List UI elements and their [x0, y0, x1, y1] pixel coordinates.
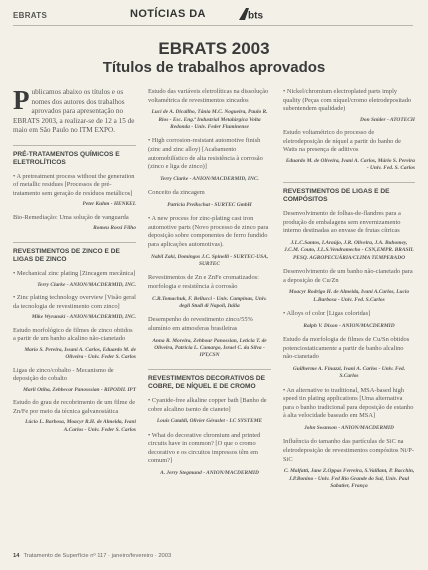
- paper-authors: C.R.Tomachuk, F. Bellucci - Univ. Campinas, Univ. degli Studi di Napoli, Itália: [152, 295, 267, 309]
- paper-authors: Guilherme A. Finazzi, Ivani A. Carlos - Univ. Fed. S.Carlos: [292, 365, 406, 380]
- column-3: [283, 88, 415, 496]
- page-footer: [13, 553, 313, 559]
- page-subtitle: Títulos de trabalhos aprovados: [102, 59, 326, 76]
- paper-authors: Don Snider - ATOTECH: [360, 116, 415, 123]
- paper-authors: Ralph V. Dixon - ANION/MACDERMID: [303, 322, 395, 329]
- paper-title: • A pretreatment process without the generation of metallic residues [Processos de pré-tratamento sem geração de resíduos metálicos]: [13, 172, 135, 197]
- paper-authors: Eduardo M. de Oliveira, Ivani A. Carlos, Mário S. Pereira - Univ. Fed. S. Carlos: [285, 157, 415, 172]
- paper-authors: A. Jerry Stegmund - ANION/MACDERMID: [160, 469, 259, 476]
- page-number: 14: [13, 553, 20, 559]
- paper-title: Ligas de zinco/cobalto - Mecanismo de deposição do cobalto: [13, 366, 114, 383]
- section-heading: PRÉ-TRATAMENTOS QUÍMICOS E ELETROLÍTICOS: [13, 145, 136, 168]
- paper-title: Influência do tamanho das partículas de SiC na eletrodeposição de revestimentos compósitos Ni/P-SiC: [283, 438, 414, 463]
- paper-title: • Alloys of color [Ligas coloridas]: [283, 309, 371, 317]
- abts-logo-icon: [239, 8, 273, 20]
- paper-authors: Marli Otiha, Zebbecar Panosssian - RIPODIL IPT: [23, 386, 136, 393]
- paper-authors: Nabil Zaki, Domingos J.C. Spinelli - SURTEC-USA, SURTEC: [150, 253, 269, 267]
- paper-title: Conceito da zincagem: [148, 189, 205, 197]
- section-heading: REVESTIMENTOS DECORATIVOS DE COBRE, DE NÍQUEL E DE CROMO: [148, 369, 271, 392]
- intro-text: ublicamos abaixo os títulos e os nomes dos autores dos trabalhos aprovados para apresentação no EBRATS 2003, a realizar-se de 12 a 15 de maio em São Paulo no ITM EXPO.: [13, 88, 135, 134]
- paper-title: Estudo da morfologia de filmes de Cu/Sn obtidos potenciostaticamente a partir de banho alcalino não-cianetado: [283, 335, 410, 361]
- paper-title: • Cyanide-free alkaline copper bath [Banho de cobre alcalino isento de cianeto]: [148, 396, 267, 413]
- paper-title: Estudo voltamétrico do processo de eletrodeposição de níquel a partir do banho de Watts na presença de aditivos: [283, 129, 402, 154]
- paper-authors: Romeu Rossi Filho: [93, 225, 136, 232]
- svg-text:bts: bts: [248, 10, 263, 20]
- paper-title: Bio-Remediação: Uma solução de vanguarda: [13, 213, 129, 221]
- paper-authors: Louis Cataldi, Olivier Géraslet - LC SYSTEME: [156, 418, 263, 425]
- paper-authors: Terry Clarke - ANION/MACDERMID, INC.: [37, 281, 136, 288]
- paper-authors: Anna R. Moreira, Zehbour Panossian, Leticia T. de Oliveira, Patricia L. Camargo, Israel C. da Silva - IPT,CSN: [152, 337, 267, 359]
- paper-title: Estudo morfológico de filmes de zinco obtidos a partir de um banho alcalino não-cianetado: [13, 326, 133, 343]
- paper-title: • An alternative to traditional, MSA-based high speed tin plating applications [Uma alternativa para o banho tradicional para deposição de estanho à alta velocidade baseado em MSA]: [283, 386, 414, 420]
- paper-title: Estudo do grau de recobrimento de um filme de Zn/Fe por meio da técnica galvanostática: [13, 399, 136, 415]
- column-1: [13, 85, 136, 439]
- paper-title: Estudo das variáveis eletrolíticas na dissolução voltamétrica de revestimentos zincados: [148, 88, 269, 104]
- paper-authors: Patricia Preikschat - SURTEC GmbH: [167, 201, 252, 208]
- paper-title: • What do decorative chromium and printed circuits have in common? [O que o cromo decorativo e os circuitos impressos têm em comum?]: [148, 431, 261, 465]
- page-title: EBRATS 2003: [158, 39, 270, 58]
- paper-title: Desempenho do revestimento zinco/55% alumínio em atmosferas brasileiras: [148, 316, 253, 332]
- footer-text: Tratamento de Superfície nº 117 · janeiro/fevereiro · 2003: [23, 553, 172, 559]
- section-label: EBRATS: [13, 11, 48, 20]
- paper-authors: Terry Clarke - ANION/MACDERMID, INC.: [160, 175, 259, 182]
- paper-authors: John Swanson - ANION/MACDERMID: [304, 424, 394, 431]
- paper-title: Desenvolvimento de um banho não-cianetado para a deposição de Cu/Zn: [283, 267, 413, 284]
- intro-paragraph: [13, 85, 136, 136]
- column-2: [148, 88, 271, 483]
- paper-authors: Moacyr Rodrigo H. de Almeida, Ivani A.Carlos, Lucio L.Barbosa - Univ. Fed. S.Carlos: [288, 289, 410, 303]
- section-heading: REVESTIMENTOS DE LIGAS E DE COMPÓSITOS: [283, 182, 415, 205]
- paper-authors: C. Malfatti, Jane Z.Oppas Ferreira, S.Vaillant, P. Bacchin, J.P.Bonino - Univ. Fed Rio Grande do Sul, Univ. Paul Sabatier, França: [283, 468, 415, 489]
- paper-authors: Lúcio L. Barbosa, Moacyr R.H. de Almeida, Ivani A.Carlos - Univ. Feder S. Carlos: [25, 419, 136, 433]
- paper-authors: Luci de A. Dicallho, Tânia M.C. Nogueira, Paulo R. Rios - Esc. Eng.ª Industrial Metalúrgica Volta Redonda - Univ. Feder Fluminense: [151, 109, 268, 130]
- paper-title: Desenvolvimento de folhas-de-flandres para a produção de embalagens sem envernizamento interno destinadas ao envase de frutas cítricas: [283, 209, 401, 235]
- paper-title: • Mechanical zinc plating [Zincagem mecânica]: [13, 270, 136, 278]
- paper-authors: Mike Wyranski - ANION/MACDERMID, INC.: [31, 314, 136, 321]
- header-rule: [13, 25, 413, 26]
- top-header: [0, 0, 428, 30]
- paper-title: • High corrosion-resistant automotive finish (zinc and zinc alloy) [Acabamento automobilístico de alta resistência à corrosão (zinco e liga de zinco)]: [148, 137, 263, 171]
- paper-title: • Nickel/chromium electroplated parts imply quality (Peças com níquel/cromo eletrodepositado subentendem qualidade): [283, 88, 412, 113]
- section-heading: REVESTIMENTOS DE ZINCO E DE LIGAS DE ZINCO: [13, 242, 136, 265]
- paper-authors: Mario S. Pereira, Issani A. Carlos, Eduardo M. de Oliveira - Univ. Feder S. Carlos: [24, 346, 136, 361]
- paper-title: • A new process for zinc-plating cast iron automotive parts (Novo processo de zinco para deposição sobre componentes de ferro fundido para aplicações automotivas).: [148, 215, 269, 248]
- drop-cap: P: [13, 85, 30, 115]
- paper-authors: Peter Kuhm - HENKEL: [82, 201, 136, 208]
- paper-title: • Zinc plating technology overview [Visão geral da tecnologia de revestimento com zinco]: [13, 294, 136, 310]
- paper-authors: J.L.C.Santos, I.Araújo, J.R. Oliveira, J.A. Buhomey, J.C.M. Couto, J.L.S.Vendramecho - CSN,EMPR. BRASIL PESQ. AGROPECUÁRIA/CLIMA TEMPERADO: [284, 239, 414, 261]
- paper-title: Revestimentos de Zn e ZnFe cromatizados: morfologia e resistência à corrosão: [148, 274, 259, 290]
- column-title: NOTÍCIAS DA: [130, 8, 206, 20]
